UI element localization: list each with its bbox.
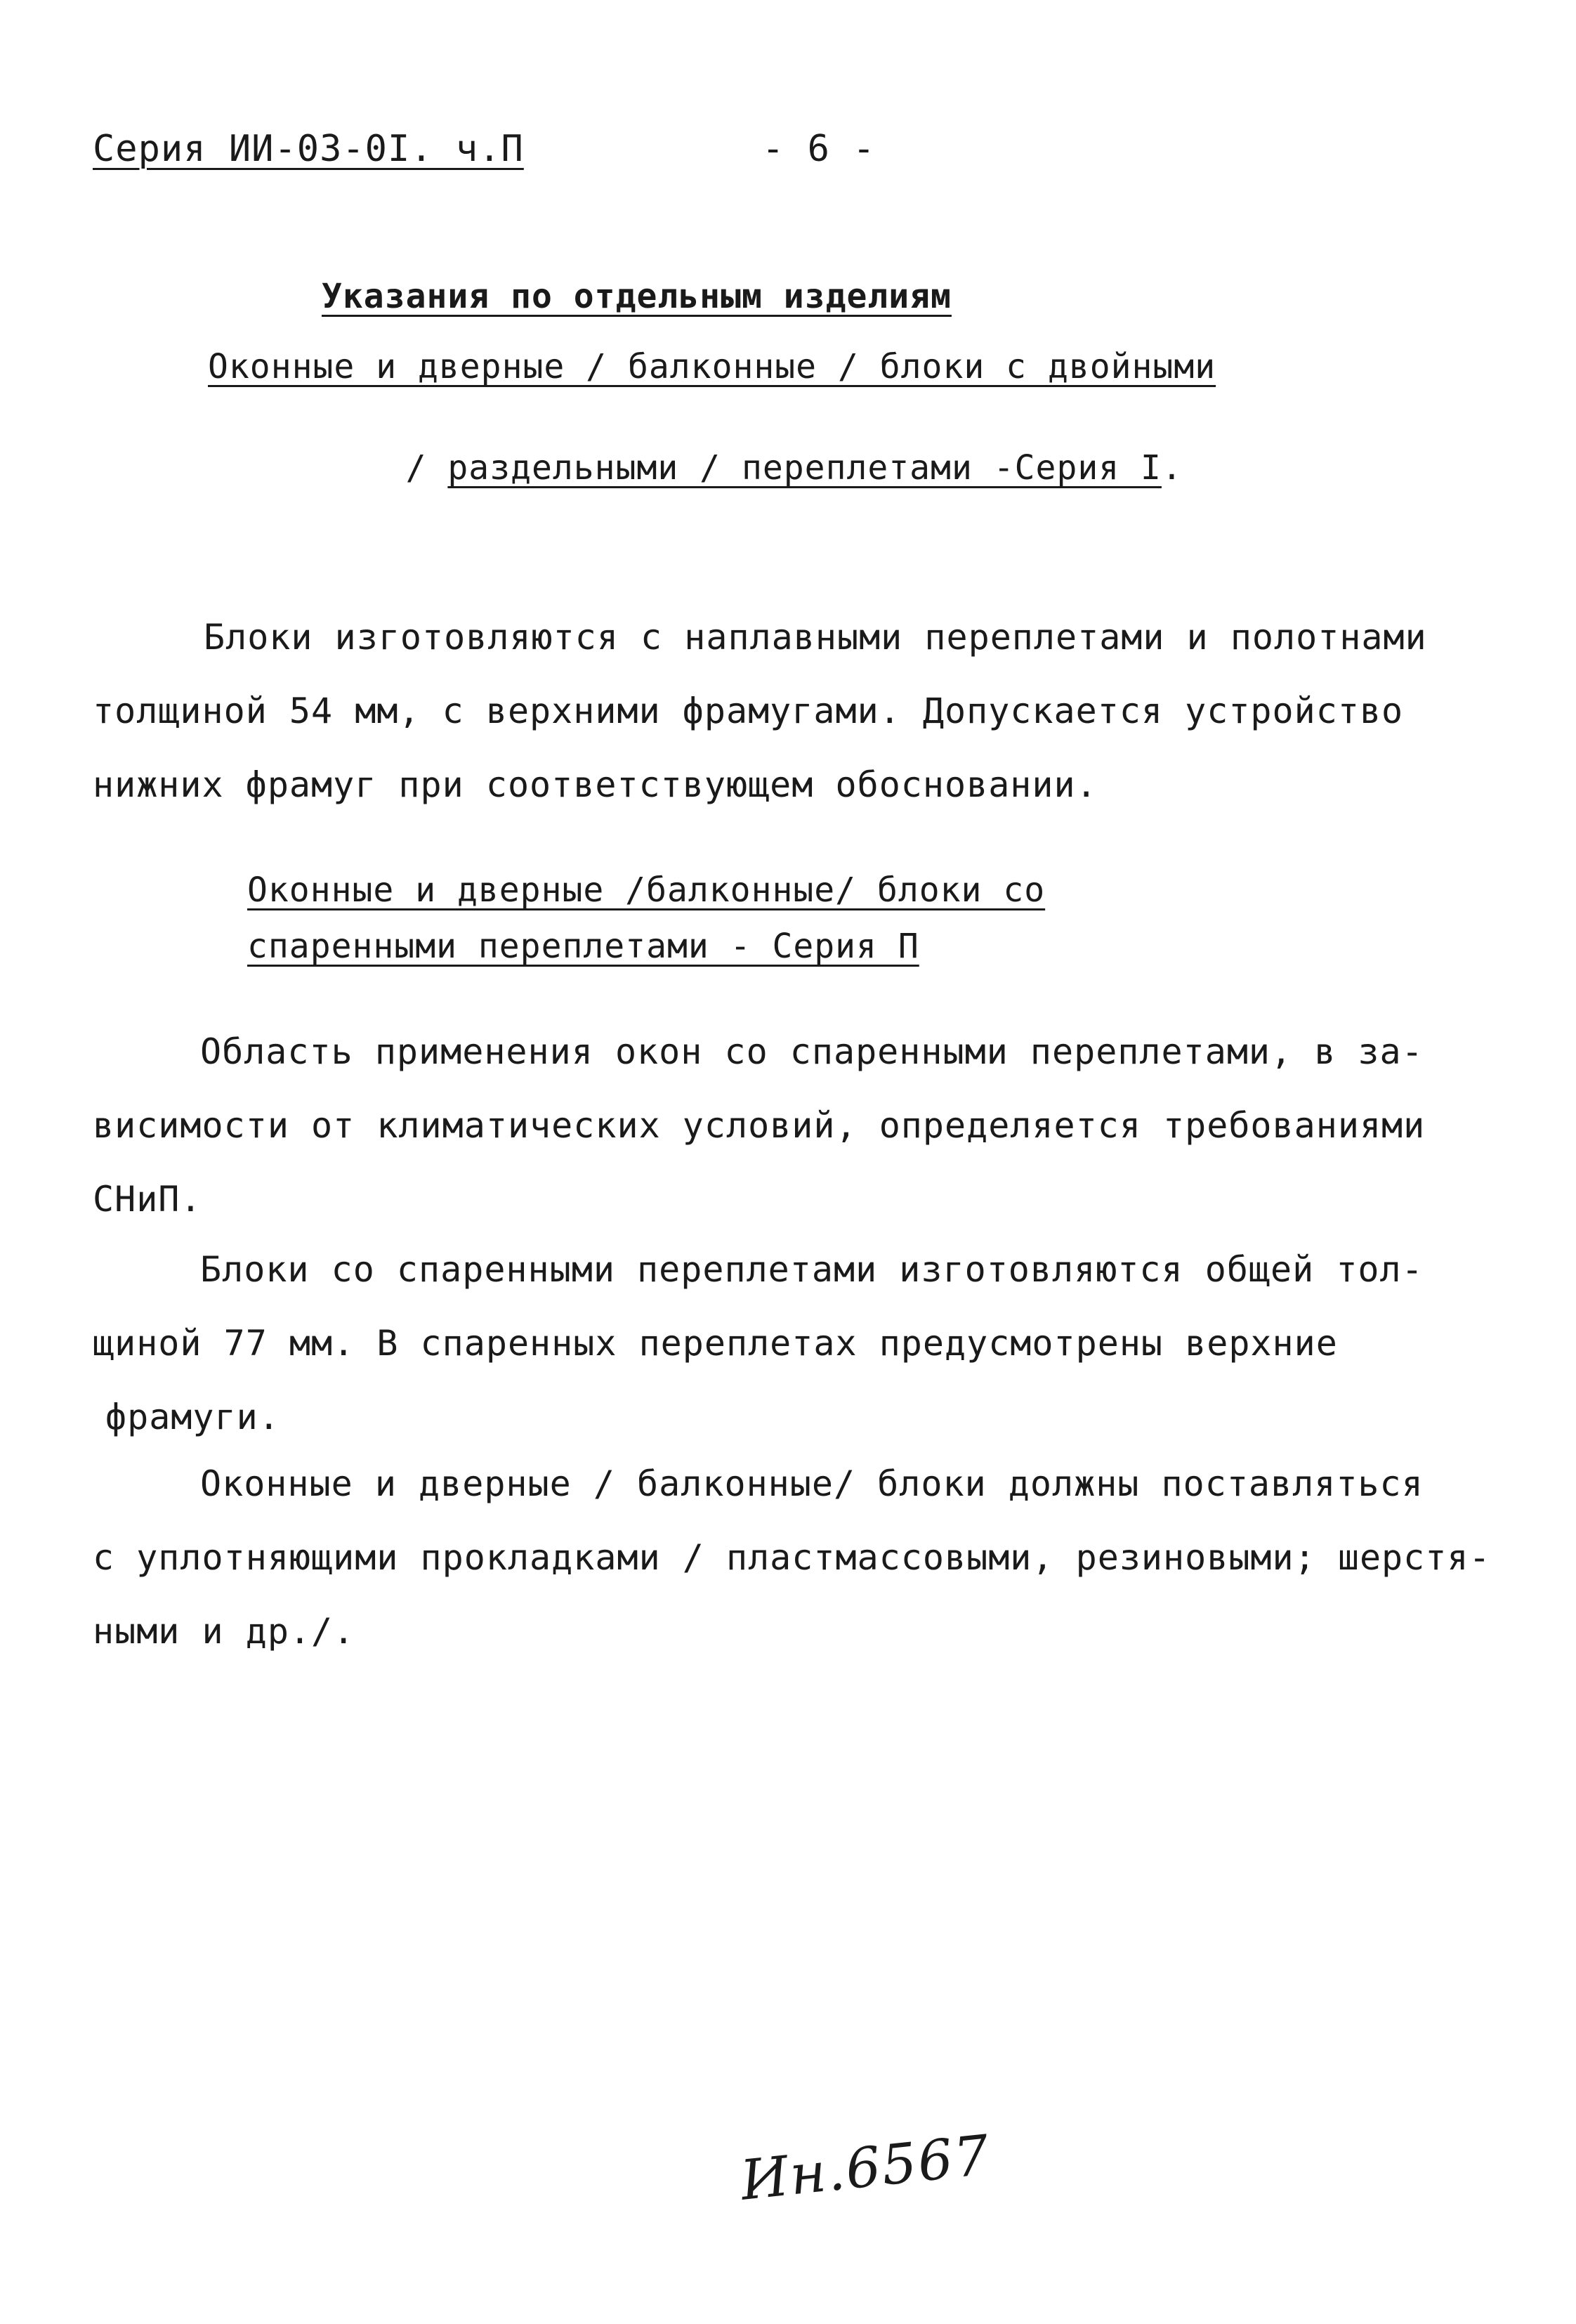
paragraph-line: Блоки со спаренными переплетами изготовляются общей тол- [200, 1249, 1424, 1290]
section1-subtitle-line2 [322, 400, 1183, 535]
subtitle-slash: / [405, 448, 448, 488]
paragraph-line: с уплотняющими прокладками / пластмассовыми, резиновыми; шерстя- [93, 1537, 1491, 1578]
subtitle-period: . [1161, 448, 1183, 488]
subtitle-series-1: раздельными / переплетами -Серия I [447, 448, 1162, 488]
paragraph-line: Оконные и дверные / балконные/ блоки должны поставляться [200, 1463, 1424, 1504]
paragraph-line: Блоки изготовляются с наплавными переплетами и полотнами [204, 617, 1427, 658]
paragraph-line: ными и др./. [93, 1611, 355, 1652]
paragraph-line: Область применения окон со спаренными переплетами, в за- [200, 1031, 1424, 1072]
paragraph-line: СНиП. [93, 1179, 202, 1220]
section-title: Указания по отдельным изделиям [322, 277, 952, 316]
section1-subtitle-line1: Оконные и дверные / балконные / блоки с двойными [208, 347, 1216, 386]
inventory-handwritten-mark: Ин.6567 [737, 2123, 994, 2213]
paragraph-line: щиной 77 мм. В спаренных переплетах предусмотрены верхние [93, 1323, 1338, 1364]
paragraph-line: толщиной 54 мм, с верхними фрамугами. Допускается устройство [93, 691, 1404, 731]
page-number: - 6 - [762, 128, 876, 170]
section2-subtitle-line1: Оконные и дверные /балконные/ блоки со [247, 870, 1046, 910]
series-header: Серия ИИ-03-0I. ч.П [93, 128, 524, 170]
paragraph-line: висимости от климатических условий, определяется требованиями [93, 1105, 1426, 1146]
paragraph-line: фрамуги. [105, 1397, 280, 1437]
paragraph-line: нижних фрамуг при соответствующем обосновании. [93, 764, 1098, 805]
section2-subtitle-line2: спаренными переплетами - Серия П [247, 927, 919, 966]
